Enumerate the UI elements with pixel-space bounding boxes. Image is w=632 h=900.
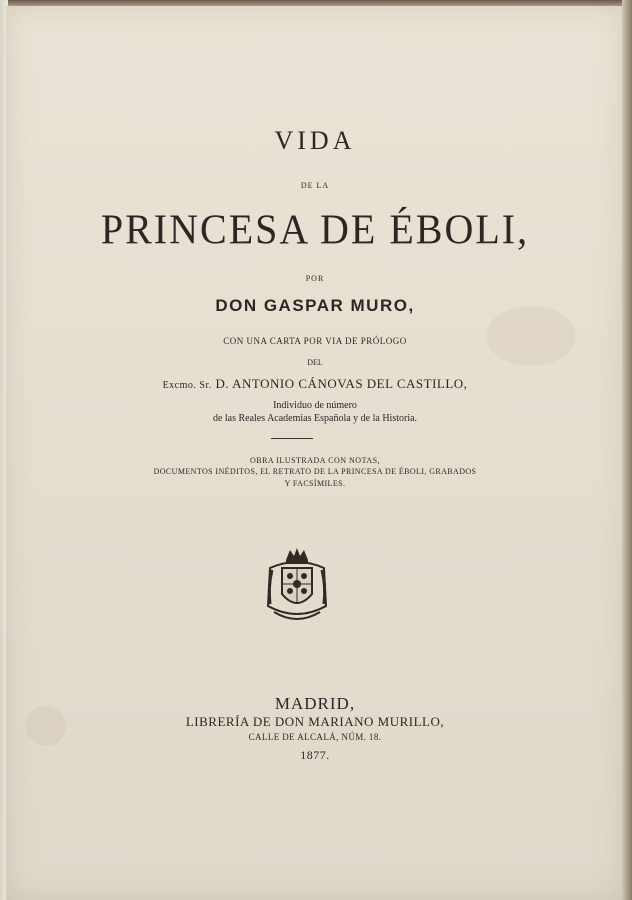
prologue-author: [6, 376, 624, 392]
imprint-address: CALLE DE ALCALÁ, NÚM. 18.: [248, 732, 382, 742]
title-del: DEL: [307, 358, 323, 367]
title-page: [6, 6, 624, 900]
work-description-2: DOCUMENTOS INÉDITOS, EL RETRATO DE LA PRINCESA DE ÉBOLI, GRABADOS: [153, 467, 477, 476]
prologue-author-name: D. ANTONIO CÁNOVAS DEL CASTILLO,: [215, 376, 468, 391]
imprint-city: MADRID,: [274, 694, 356, 713]
author-name: DON GASPAR MURO,: [215, 296, 415, 315]
title-princesa: PRINCESA DE ÉBOLI,: [100, 205, 530, 254]
title-de-la: DE LA: [300, 181, 330, 190]
work-description-1: OBRA ILUSTRADA CON NOTAS,: [249, 456, 381, 465]
page-right-edge: [622, 0, 632, 900]
prologue-author-role: Individuo de número: [273, 400, 357, 411]
title-por: POR: [305, 274, 325, 283]
imprint-publisher: LIBRERÍA DE DON MARIANO MURILLO,: [185, 714, 445, 729]
work-description-3: Y FACSÍMILES.: [284, 479, 346, 488]
imprint-year: 1877.: [300, 748, 330, 762]
royal-coat-of-arms-icon: [264, 546, 330, 628]
honorific: Excmo. Sr.: [162, 380, 212, 391]
divider-rule: [271, 438, 313, 439]
prologue-author-academies: de las Reales Academias Española y de la Historia.: [212, 413, 418, 424]
title-vida: VIDA: [274, 126, 356, 155]
prologue-note: CON UNA CARTA POR VIA DE PRÓLOGO: [223, 336, 407, 346]
